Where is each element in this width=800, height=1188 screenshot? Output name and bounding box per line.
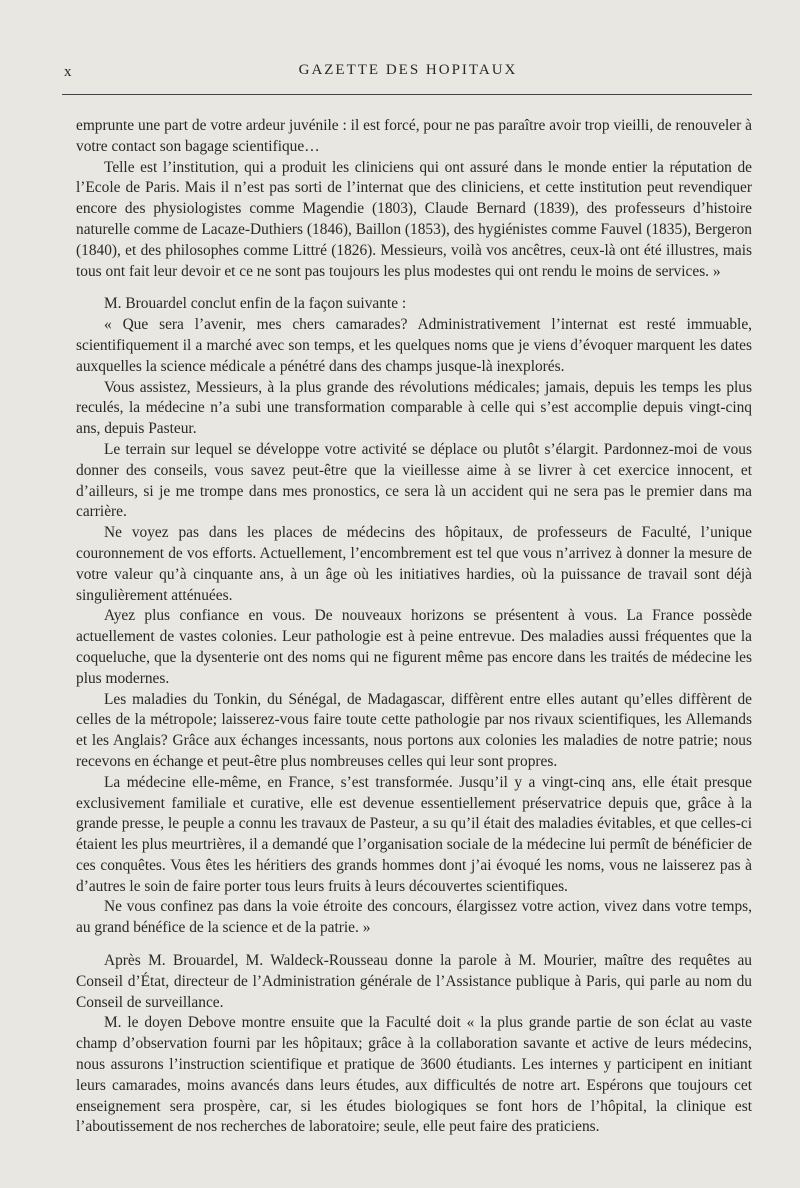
paragraph: Ayez plus confiance en vous. De nouveaux horizons se présentent à vous. La France possède actuellement de vastes colonies. Leur pathologie est à peine entrevue. Des maladies aussi fréquentes que la coqueluche, que la dysenterie ont des noms qui ne figurent même pas encore dans les traités de médecine les plus modernes.	[76, 607, 752, 687]
paragraph: M. Brouardel conclut enfin de la façon suivante :	[104, 295, 407, 313]
page-number: x	[64, 64, 73, 80]
paragraph: Les maladies du Tonkin, du Sénégal, de Madagascar, diffèrent entre elles autant qu’elles diffèrent de celles de la métropole; laisserez-vous faire toute cette pathologie par nos rivaux scientifiques, les Allemands et les Anglais? Grâce aux échanges incessants, nous portons aux colonies les maladies de notre patrie; nous recevons en échange et peut-être plus nombreuses celles qui leur sont propres.	[76, 690, 752, 770]
paragraph: Ne vous confinez pas dans la voie étroite des concours, élargissez votre action, vivez dans votre temps, au grand bénéfice de la science et de la patrie. »	[76, 898, 752, 937]
header-rule	[62, 94, 752, 95]
paragraph: M. le doyen Debove montre ensuite que la Faculté doit « la plus grande partie de son éclat au vaste champ d’observation fourni par les hôpitaux; grâce à la collaboration savante et active de leurs médecins, nous assurons l’instruction scientifique et pratique de 3600 étudiants. Les internes y participent en initiant leurs camarades, moins avancés dans leurs études, aux difficultés de notre art. Espérons que toujours cet enseignement sera prospère, car, si les études biologiques se font hors de l’hôpital, la clinique est l’aboutissement de nos recherches de laboratoire; seule, elle peut faire des praticiens.	[76, 1014, 752, 1136]
article-body	[76, 116, 752, 1138]
paragraph: Après M. Brouardel, M. Waldeck-Rousseau donne la parole à M. Mourier, maître des requêtes au Conseil d’État, directeur de l’Administration générale de l’Assistance publique à Paris, qui parle au nom du Conseil de surveillance.	[76, 952, 752, 1011]
paragraph: « Que sera l’avenir, mes chers camarades? Administrativement l’internat est resté immuable, scientifiquement il a marché avec son temps, et les quelques noms que je viens d’évoquer marquent les dates auxquelles la science médicale a pénétré dans des champs jusque-là inexplorés.	[76, 316, 752, 375]
paragraph: Ne voyez pas dans les places de médecins des hôpitaux, de professeurs de Faculté, l’unique couronnement de vos efforts. Actuellement, l’encombrement est tel que vous n’arrivez à donner la mesure de votre valeur qu’à cinquante ans, à un âge où les initiatives hardies, où la puissance de travail sont déjà singulièrement atténuées.	[76, 524, 752, 604]
running-title: GAZETTE DES HOPITAUX	[298, 62, 518, 78]
page-header	[64, 62, 752, 86]
paragraph: Telle est l’institution, qui a produit les cliniciens qui ont assuré dans le monde entier la réputation de l’Ecole de Paris. Mais il n’est pas sorti de l’internat que des cliniciens, et cette institution peut revendiquer encore des physiologistes comme Magendie (1803), Claude Bernard (1839), des professeurs d’histoire naturelle comme de Lacaze-Duthiers (1846), Baillon (1853), des hygiénistes comme Fauvel (1835), Bergeron (1840), et des philosophes comme Littré (1826). Messieurs, voilà vos ancêtres, ceux-là ont été illustres, mais tous ont fait leur devoir et ce ne sont pas toujours les plus modestes qui ont rendu le moins de services. »	[76, 158, 752, 280]
paragraph: Le terrain sur lequel se développe votre activité se déplace ou plutôt s’élargit. Pardonnez-moi de vous donner des conseils, vous savez peut-être que la vieillesse aime à se livrer à cet exercice innocent, et d’ailleurs, si je me trompe dans mes pronostics, ce sera là un accident qui ne sera pas le premier dans ma carrière.	[76, 440, 752, 521]
paragraph: emprunte une part de votre ardeur juvénile : il est forcé, pour ne pas paraître avoir trop vieilli, de renouveler à votre contact son bagage scientifique…	[76, 117, 752, 155]
paragraph: Vous assistez, Messieurs, à la plus grande des révolutions médicales; jamais, depuis les temps les plus reculés, la médecine n’a subi une transformation comparable à celle qui s’est accomplie depuis vingt-cinq ans, depuis Pasteur.	[76, 378, 752, 438]
paragraph: La médecine elle-même, en France, s’est transformée. Jusqu’il y a vingt-cinq ans, elle était presque exclusivement familiale et curative, elle est devenue essentiellement préservatrice depuis que, grâce à la grande presse, le peuple a connu les travaux de Pasteur, a su qu’il était des maladies évitables, et que celles-ci étaient les plus meurtrières, il a demandé que l’organisation sociale de la médecine lui permît de bénéficier de ces conquêtes. Vous êtes les héritiers des grands hommes dont j’ai évoqué les noms, vous ne laisserez pas à d’autres le soin de faire porter tous leurs fruits à leurs découvertes scientifiques.	[76, 773, 752, 895]
